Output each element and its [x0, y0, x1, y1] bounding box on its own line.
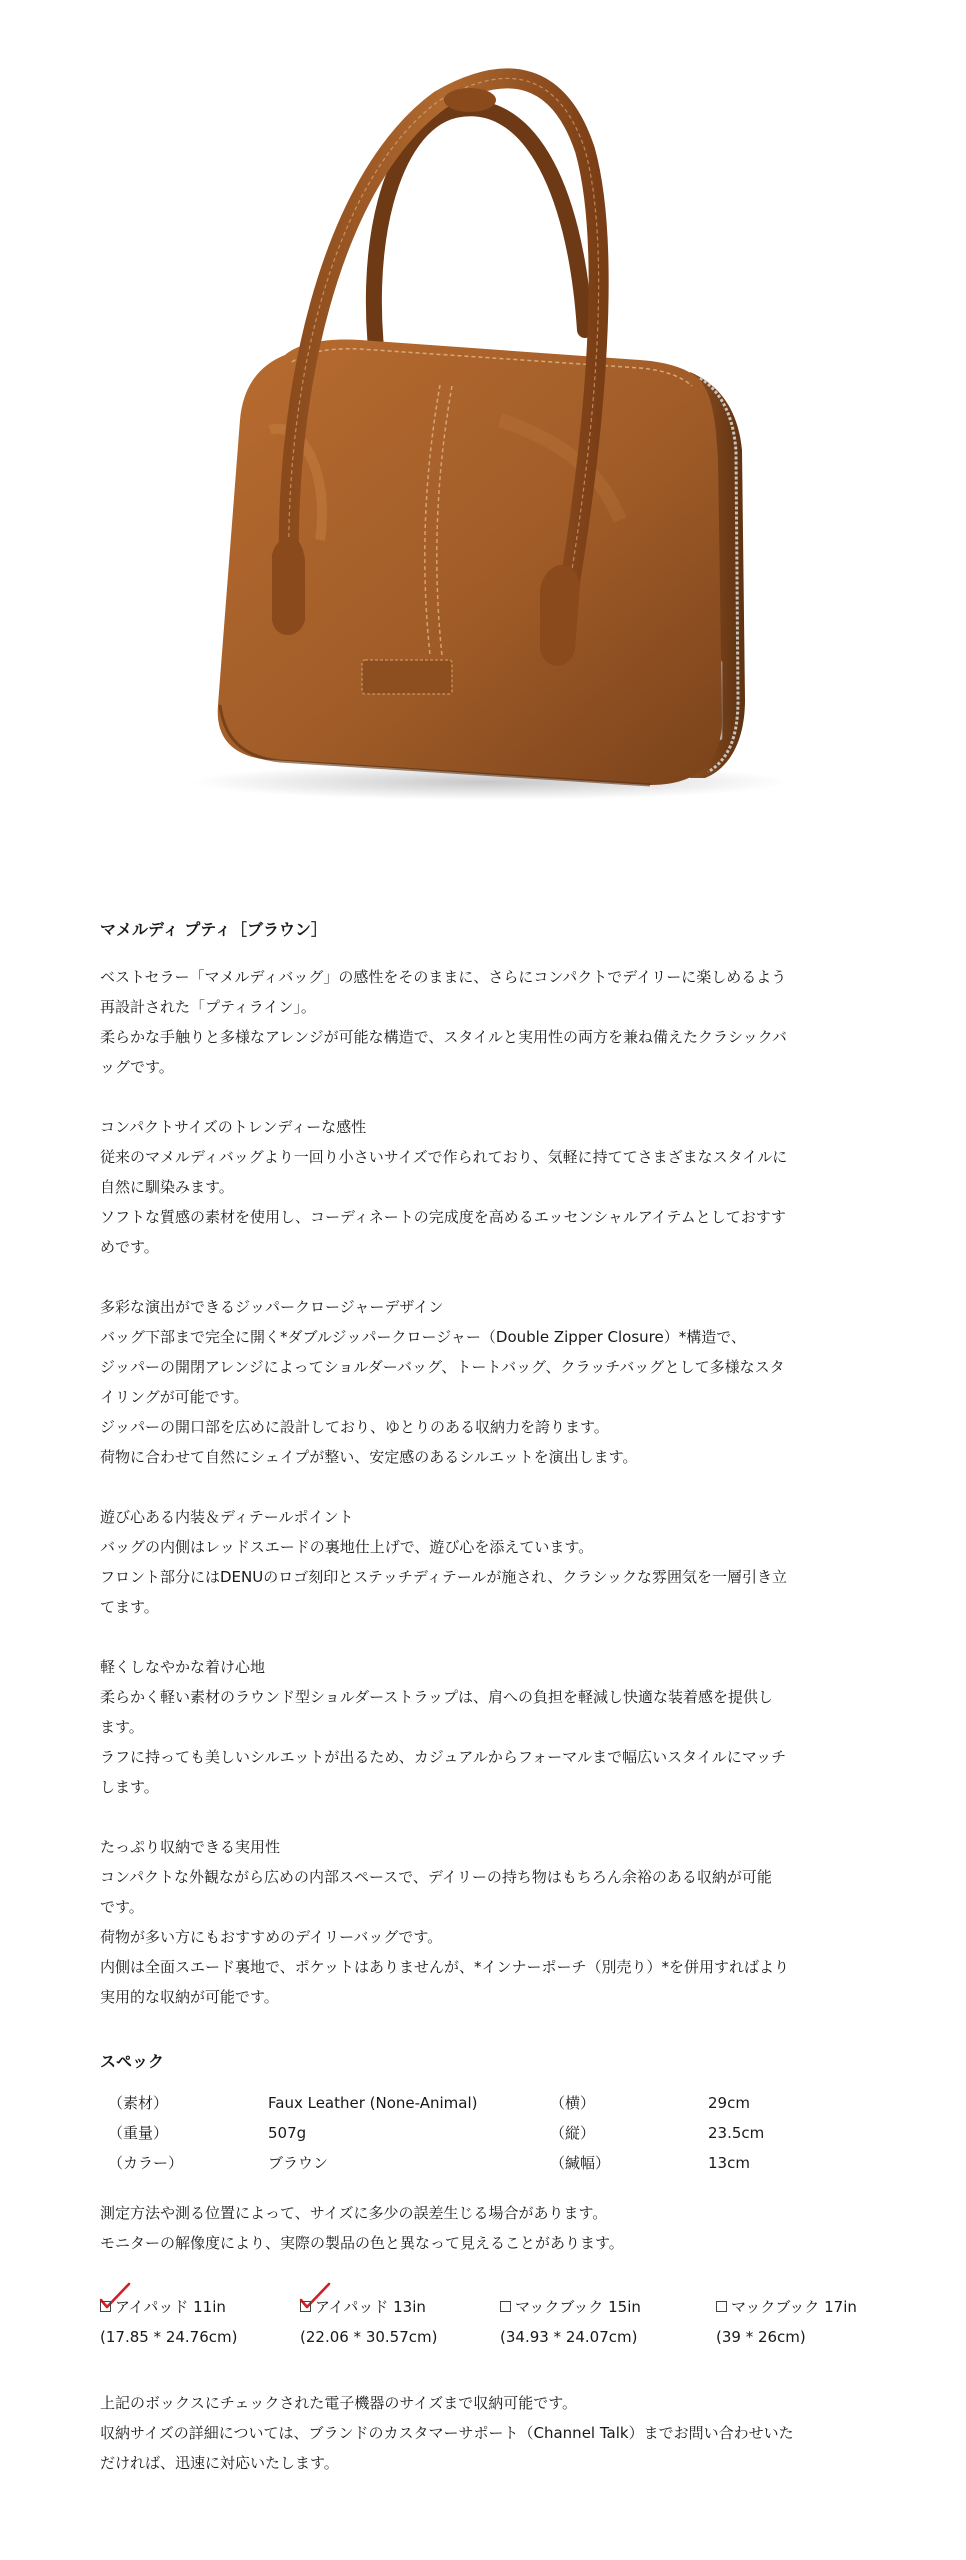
text-line: フロント部分にはDENUのロゴ刻印とステッチディテールが施され、クラシックな雰囲気を一層引き立: [100, 1568, 788, 1586]
text-line: 収納サイズの詳細については、ブランドのカスタマーサポート（Channel Talk）までお問い合わせいた: [100, 2424, 794, 2442]
product-title: マメルディ プティ［ブラウン］: [100, 920, 328, 939]
text-line: コンパクトサイズのトレンディーな感性: [100, 1118, 367, 1136]
checkbox-icon: [100, 2301, 111, 2312]
spec-label: （カラー）: [108, 2154, 184, 2172]
text-line: たっぷり収納できる実用性: [100, 1838, 281, 1856]
section-comfort: [100, 1652, 880, 1802]
text-line: 荷物が多い方にもおすすめのデイリーバッグです。: [100, 1928, 443, 1946]
device-item-macbook-15: [500, 2292, 641, 2352]
text-line: ベストセラー「マメルディバッグ」の感性をそのままに、さらにコンパクトでデイリーに楽しめるよう: [100, 968, 787, 986]
device-item-ipad-13: [300, 2292, 437, 2352]
text-line: 遊び心ある内装＆ディテールポイント: [100, 1508, 354, 1526]
text-line: ます。: [100, 1718, 144, 1736]
text-line: 従来のマメルディバッグより一回り小さいサイズで作られており、気軽に持ててさまざまなスタイルに: [100, 1148, 788, 1166]
text-line: 内側は全面スエード裏地で、ポケットはありませんが、*インナーポーチ（別売り）*を併用すればより: [100, 1958, 789, 1976]
section-storage: [100, 1832, 880, 2012]
text-line: ラフに持っても美しいシルエットが出るため、カジュアルからフォーマルまで幅広いスタイルにマッチ: [100, 1748, 787, 1766]
text-line: ソフトな質感の素材を使用し、コーディネートの完成度を高めるエッセンシャルアイテムとしておすす: [100, 1208, 786, 1226]
section-intro: [100, 962, 880, 1082]
text-line: 上記のボックスにチェックされた電子機器のサイズまで収納可能です。: [100, 2394, 578, 2412]
device-label: マックブック 17in: [731, 2298, 857, 2316]
table-row: [108, 2118, 848, 2148]
spec-title: スペック: [100, 2052, 165, 2071]
text-line: 柔らかな手触りと多様なアレンジが可能な構造で、スタイルと実用性の両方を兼ね備えたクラシックバ: [100, 1028, 787, 1046]
text-line: ジッパーの開閉アレンジによってショルダーバッグ、トートバッグ、クラッチバッグとして多様なスタ: [100, 1358, 785, 1376]
text-line: コンパクトな外観ながら広めの内部スペースで、デイリーの持ち物はもちろん余裕のある収納が可能: [100, 1868, 772, 1886]
device-label: アイパッド 13in: [315, 2298, 426, 2316]
text-line: です。: [100, 1898, 144, 1916]
table-row: [108, 2148, 848, 2178]
checkbox-icon: [300, 2301, 311, 2312]
device-label: マックブック 15in: [515, 2298, 641, 2316]
spec-value: 23.5cm: [708, 2124, 765, 2142]
spec-value: Faux Leather (None-Animal): [268, 2094, 478, 2112]
text-line: モニターの解像度により、実際の製品の色と異なって見えることがあります。: [100, 2234, 624, 2252]
text-line: 実用的な収納が可能です。: [100, 1988, 279, 2006]
size-notes: [100, 2198, 880, 2258]
text-line: ジッパーの開口部を広めに設計しており、ゆとりのある収納力を誇ります。: [100, 1418, 609, 1436]
text-line: めです。: [100, 1238, 159, 1256]
text-line: バッグの内側はレッドスエードの裏地仕上げで、遊び心を添えています。: [100, 1538, 594, 1556]
text-line: 柔らかく軽い素材のラウンド型ショルダーストラップは、肩への負担を軽減し快適な装着感を提供し: [100, 1688, 774, 1706]
text-line: 自然に馴染みます。: [100, 1178, 234, 1196]
spec-label: （緘幅）: [550, 2154, 611, 2172]
device-size: (39 * 26cm): [716, 2328, 806, 2346]
text-line: 多彩な演出ができるジッパークロージャーデザイン: [100, 1298, 444, 1316]
checkbox-icon: [500, 2301, 511, 2312]
section-zipper: [100, 1292, 880, 1472]
device-size: (22.06 * 30.57cm): [300, 2328, 438, 2346]
text-line: 荷物に合わせて自然にシェイプが整い、安定感のあるシルエットを演出します。: [100, 1448, 638, 1466]
spec-value: 13cm: [708, 2154, 750, 2172]
spec-value: 29cm: [708, 2094, 750, 2112]
section-interior: [100, 1502, 880, 1622]
spec-label: （素材）: [108, 2094, 169, 2112]
spec-label: （重量）: [108, 2124, 169, 2142]
text-line: だければ、迅速に対応いたします。: [100, 2454, 339, 2472]
device-item-macbook-17: [716, 2292, 857, 2352]
product-description: [100, 918, 880, 2478]
text-line: 測定方法や測る位置によって、サイズに多少の誤差生じる場合があります。: [100, 2204, 608, 2222]
text-line: 軽くしなやかな着け心地: [100, 1658, 266, 1676]
description-sections: [100, 962, 880, 2012]
section-compact: [100, 1112, 880, 1262]
device-size: (17.85 * 24.76cm): [100, 2328, 238, 2346]
spec-table: [108, 2088, 848, 2178]
support-note: [100, 2388, 880, 2478]
text-line: します。: [100, 1778, 159, 1796]
device-size: (34.93 * 24.07cm): [500, 2328, 638, 2346]
spec-value: 507g: [268, 2124, 307, 2142]
spec-value: ブラウン: [268, 2154, 329, 2172]
device-label: アイパッド 11in: [115, 2298, 226, 2316]
checkbox-icon: [716, 2301, 727, 2312]
spec-label: （縦）: [550, 2124, 596, 2142]
spec-label: （横）: [550, 2094, 596, 2112]
product-image: [0, 0, 966, 850]
text-line: バッグ下部まで完全に開く*ダブルジッパークロージャー（Double Zipper Closure）*構造で、: [100, 1328, 746, 1346]
text-line: 再設計された「プティライン」。: [100, 998, 316, 1016]
text-line: ッグです。: [100, 1058, 174, 1076]
device-compatibility: [100, 2292, 880, 2362]
device-item-ipad-11: [100, 2292, 237, 2352]
text-line: イリングが可能です。: [100, 1388, 249, 1406]
table-row: [108, 2088, 848, 2118]
text-line: てます。: [100, 1598, 159, 1616]
